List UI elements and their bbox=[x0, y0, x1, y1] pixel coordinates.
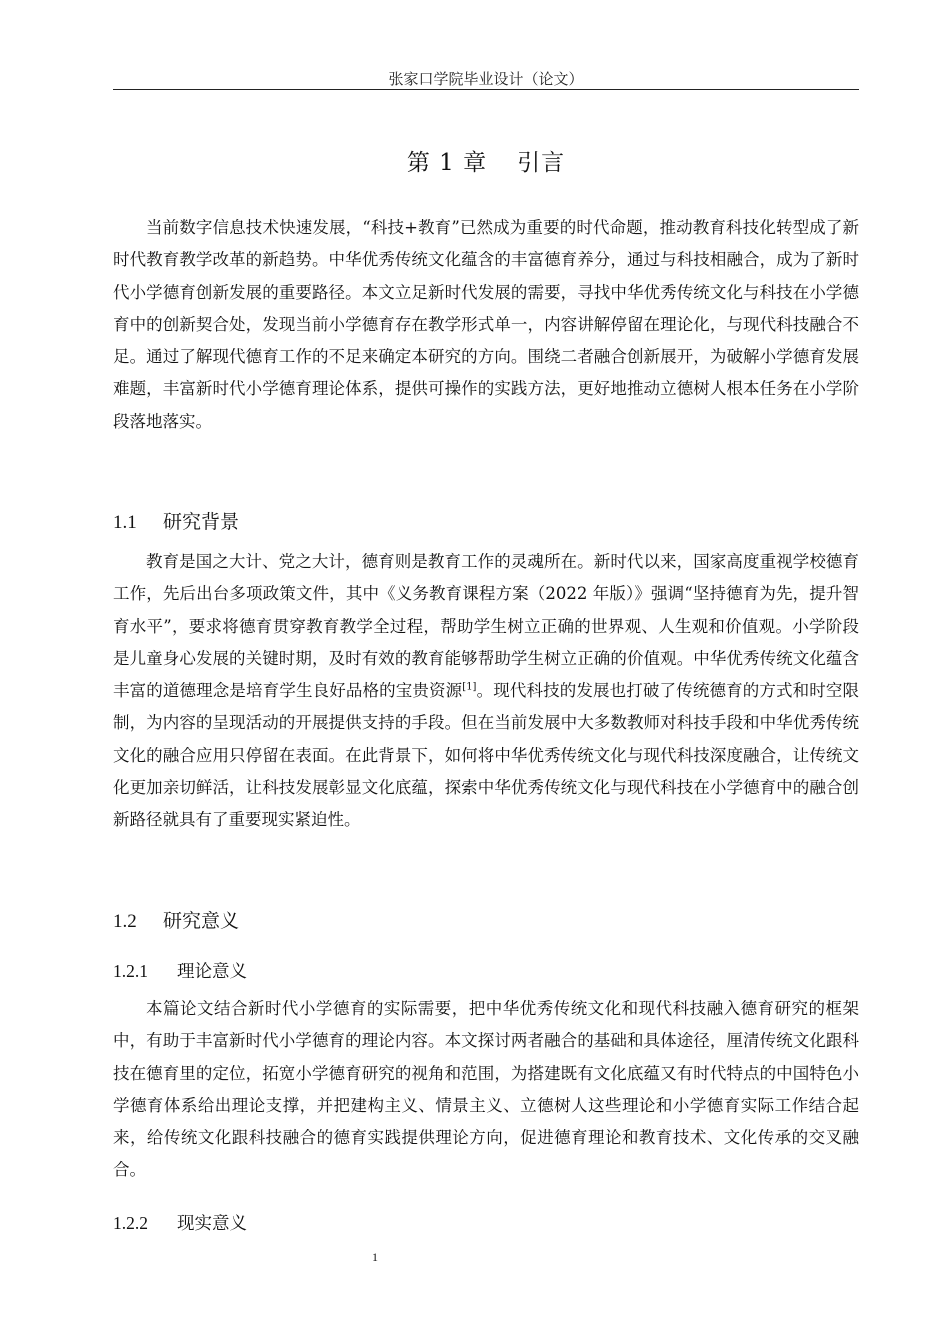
subsection-number: 1.2.2 bbox=[113, 1213, 148, 1233]
chapter-heading bbox=[113, 144, 859, 177]
section-heading-1-1 bbox=[113, 507, 239, 534]
section-title: 研究背景 bbox=[163, 511, 240, 533]
section-heading-1-2 bbox=[113, 906, 239, 933]
section-title: 研究意义 bbox=[163, 910, 240, 932]
background-text-b: 。现代科技的发展也打破了传统德育的方式和时空限制，为内容的呈现活动的开展提供支持的手段。但在当前发展中大多数教师对科技手段和中华优秀传统文化的融合应用只停留在表面。在此背景下，如何将中华优秀传统文化与现代科技深度融合，让传统文化更加亲切鲜活，让科技发展彰显文化底蕴，探索中华优秀传统文化与现代科技在小学德育中的融合创新路径就具有了重要现实紧迫性。 bbox=[113, 681, 860, 830]
section-number: 1.1 bbox=[113, 512, 137, 533]
subsection-heading-1-2-2 bbox=[113, 1210, 247, 1235]
subsection-title: 理论意义 bbox=[177, 962, 247, 982]
background-text-a: 教育是国之大计、党之大计，德育则是教育工作的灵魂所在。新时代以来，国家高度重视学校德育工作，先后出台多项政策文件，其中《义务教育课程方案（2022 年版）》强调“坚持德育为先，提升智育水平”，要求将德育贯穿教育教学全过程，帮助学生树立正确的世界观、人生观和价值观。小学阶段是儿童身心发展的关键时期，及时有效的教育能够帮助学生树立正确的价值观。中华优秀传统文化蕴含丰富的道德理念是培育学生良好品格的宝贵资源 bbox=[113, 552, 859, 701]
citation-mark: [1] bbox=[462, 681, 477, 693]
header-rule bbox=[113, 89, 859, 90]
subsection-number: 1.2.1 bbox=[113, 961, 148, 981]
subsection-heading-1-2-1 bbox=[113, 958, 247, 983]
page-number: 1 bbox=[372, 1250, 378, 1264]
chapter-title: 引言 bbox=[517, 150, 566, 176]
intro-paragraph: 当前数字信息技术快速发展，“科技+教育”已然成为重要的时代命题，推动教育科技化转型成了新时代教育教学改革的新趋势。中华优秀传统文化蕴含的丰富德育养分，通过与科技相融合，成为了新时代小学德育创新发展的重要路径。本文立足新时代发展的需要，寻找中华优秀传统文化与科技在小学德育中的创新契合处，发现当前小学德育存在教学形式单一，内容讲解停留在理论化，与现代科技融合不足。通过了解现代德育工作的不足来确定本研究的方向。围绕二者融合创新展开，为破解小学德育发展难题，丰富新时代小学德育理论体系，提供可操作的实践方法，更好地推动立德树人根本任务在小学阶段落地落实。 bbox=[113, 218, 859, 431]
chapter-number: 第 1 章 bbox=[406, 150, 488, 176]
background-paragraph bbox=[113, 546, 859, 837]
running-header: 张家口学院毕业设计（论文） bbox=[388, 70, 584, 88]
subsection-title: 现实意义 bbox=[177, 1214, 247, 1234]
theory-significance-paragraph: 本篇论文结合新时代小学德育的实际需要，把中华优秀传统文化和现代科技融入德育研究的框架中，有助于丰富新时代小学德育的理论内容。本文探讨两者融合的基础和具体途径，厘清传统文化跟科技在德育里的定位，拓宽小学德育研究的视角和范围，为搭建既有文化底蕴又有时代特点的中国特色小学德育体系给出理论支撑，并把建构主义、情景主义、立德树人这些理论和小学德育实际工作结合起来，给传统文化跟科技融合的德育实践提供理论方向，促进德育理论和教育技术、文化传承的交叉融合。 bbox=[113, 999, 859, 1180]
section-number: 1.2 bbox=[113, 911, 137, 932]
